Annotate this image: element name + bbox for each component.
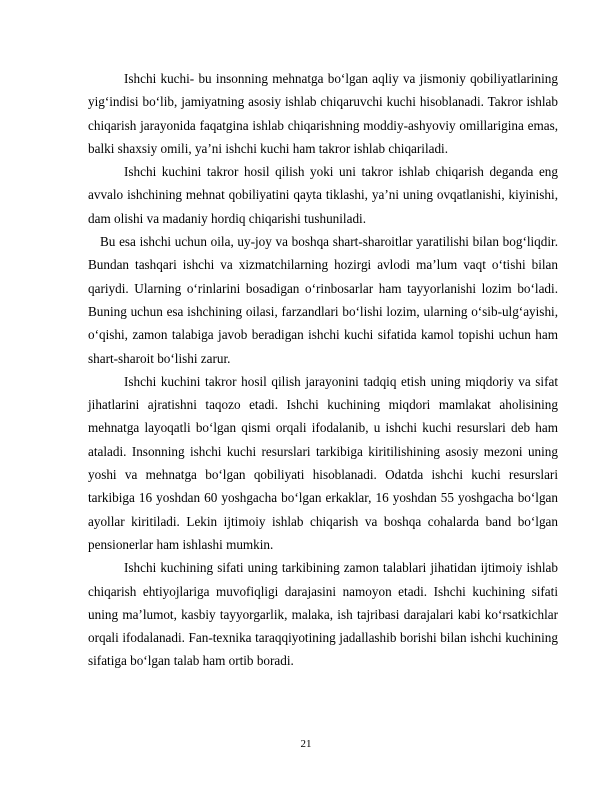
page-number: 21 [300,738,312,750]
paragraph-labor-quality: Ishchi kuchining sifati uning tarkibining zamon talablari jihatidan ijtimoiy ishlab chiqarish ehtiyojlariga muvofiqligi darajasini namoyon etadi. Ishchi kuchining sifati uning ma’lumot, kasbiy tayyorgarlik, malaka, ish tajribasi darajalari kabi ko‘rsatkichlar orqali ifodalanadi. Fan-texnika taraqqiyotining jadallashib borishi bilan ishchi kuchining sifatiga bo‘lgan talab ham ortib boradi. [88,560,558,669]
paragraph-labor-force-definition: Ishchi kuchi- bu insonning mehnatga bo‘lgan aqliy va jismoniy qobiliyatlarining yig‘indisi bo‘lib, jamiyatning asosiy ishlab chiqaruvchi kuchi hisoblanadi. Takror ishlab chiqarish jarayonida faqatgina ishlab chiqarishning moddiy-ashyoviy omillarigina emas, balki shaxsiy omili, ya’ni ishchi kuchi ham takror ishlab chiqariladi. [88,71,558,156]
document-body [88,67,558,673]
paragraph-labor-reproduction: Ishchi kuchini takror hosil qilish yoki uni takror ishlab chiqarish deganda eng avvalo ishchining mehnat qobiliyatini qayta tiklashi, ya’ni uning ovqatlanishi, kiyinishi, dam olishi va madaniy hordiq chiqarishi tushuniladi. [88,164,558,226]
paragraph-quantity-quality: Ishchi kuchini takror hosil qilish jarayonini tadqiq etish uning miqdoriy va sifat jihatlarini ajratishni taqozo etadi. Ishchi kuchining miqdori mamlakat aholisining mehnatga layoqatli bo‘lgan qismi orqali ifodalanib, u ishchi kuchi resurslari deb ham ataladi. Insonning ishchi kuchi resurslari tarkibiga kiritilishining asosiy mezoni uning yoshi va mehnatga bo‘lgan qobiliyati hisoblanadi. Odatda ishchi kuchi resurslari tarkibiga 16 yoshdan 60 yoshgacha bo‘lgan erkaklar, 16 yoshdan 55 yoshgacha bo‘lgan ayollar kiritiladi. Lekin ijtimoiy ishlab chiqarish va boshqa cohalarda band bo‘lgan pensionerlar ham ishlashi mumkin. [88,373,558,552]
paragraph-family-conditions: Bu esa ishchi uchun oila, uy-joy va boshqa shart-sharoitlar yaratilishi bilan bog‘liqdir. Bundan tashqari ishchi va xizmatchilarning hozirgi avlodi ma’lum vaqt o‘tishi bilan qariydi. Ularning o‘rinlarini bosadigan o‘rinbosarlar ham tayyorlanishi lozim bo‘ladi. Buning uchun esa ishchining oilasi, farzandlari bo‘lishi lozim, ularning o‘sib-ulg‘ayishi, o‘qishi, zamon talabiga javob beradigan ishchi kuchi sifatida kamol topishi uchun ham shart-sharoit bo‘lishi zarur. [88,234,558,366]
